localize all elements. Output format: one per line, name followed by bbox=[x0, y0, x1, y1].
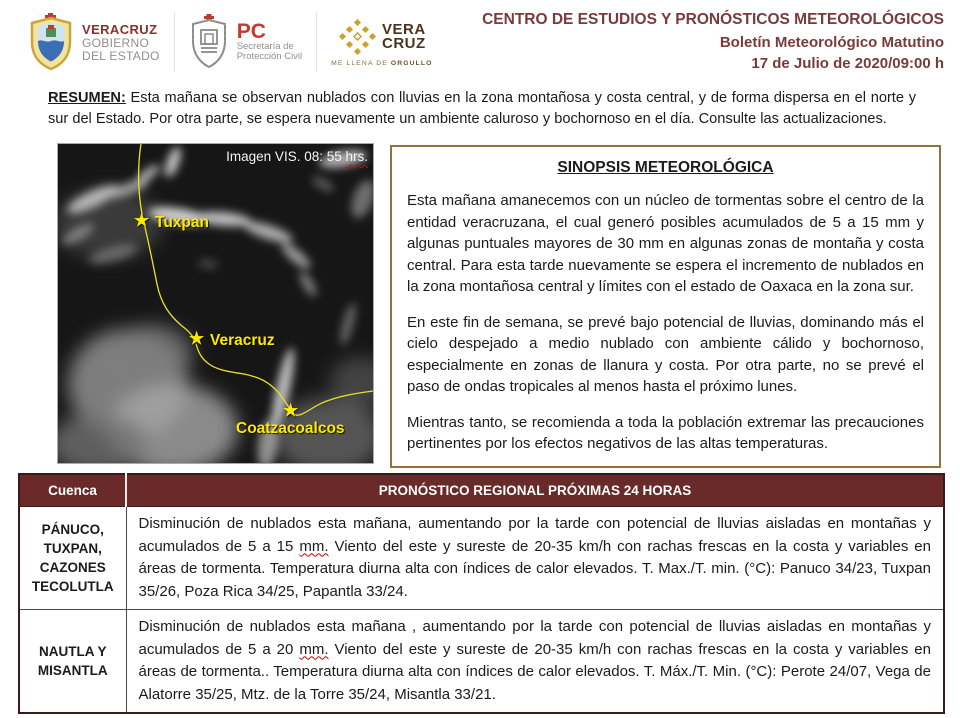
veracruz-gov-line2: DEL ESTADO bbox=[82, 48, 160, 63]
forecast-text: Disminución de nublados esta mañana , aumentando por la tarde con potencial de lluvias aisladas en montañas y acumulados de 5 a 20 bbox=[138, 618, 931, 658]
forecast-table-header-row bbox=[19, 474, 944, 507]
forecast-misspelled-word: mm. bbox=[299, 640, 329, 658]
column-header-cuenca: Cuenca bbox=[19, 474, 126, 507]
resumen-text: Esta mañana se observan nublados con lluvias en la zona montañosa y costa central, y de forma dispersa en el norte y sur del Estado. Por otra parte, se espera nuevamente un ambiente caluroso y bochornoso en el día. Consulte las actualizaciones. bbox=[48, 90, 916, 127]
forecast-text: Viento del este y sureste de 20-35 km/h con rachas frescas en la costa y variables en áreas de tormenta.. Temperatura diurna alta con índices de calor elevados. T. Máx./T. Min. (°C): Perote 24/07, Vega de Alatorre 35/25, Mtz. de la Torre 35/24, Misantla 33/21. bbox=[138, 640, 931, 703]
pc-line1: Secretaría de bbox=[236, 40, 294, 52]
coatzacoalcos-label: Coatzacoalcos bbox=[236, 420, 345, 437]
veracruz-gov-logo bbox=[28, 13, 160, 71]
pc-abbreviation: PC bbox=[236, 19, 266, 43]
veracruz-gov-text bbox=[82, 22, 160, 63]
sinopsis-paragraph-1: Esta mañana amanecemos con un núcleo de tormentas sobre el centro de la entidad veracruzana, el cual generó posibles acumulados de 5 a 15 mm y algunas puntuales mayores de 30 mm en algunas zonas de montaña y costa central. Para esta tarde nuevamente se espera el incremento de nublados en la zona montañosa central y límites con el estado de Oaxaca en la zona sur. bbox=[407, 192, 924, 295]
logo-divider bbox=[316, 12, 317, 72]
forecast-cell-nautla bbox=[126, 610, 944, 714]
veracruz-brand-wordmark bbox=[382, 23, 426, 50]
logo-divider bbox=[174, 12, 175, 72]
pc-line2: Protección Civil bbox=[236, 51, 303, 62]
proteccion-civil-shield-icon bbox=[189, 14, 229, 70]
veracruz-brand-pattern-icon bbox=[338, 18, 376, 56]
satellite-caption-text: Imagen VIS. 08: 55 bbox=[226, 149, 346, 164]
veracruz-star-icon: ★ bbox=[189, 329, 205, 348]
cuenca-cell-nautla: NAUTLA Y MISANTLA bbox=[19, 610, 126, 714]
satellite-caption-hrs: hrs. bbox=[345, 149, 368, 164]
veracruz-coat-of-arms-icon bbox=[28, 13, 74, 71]
veracruz-brand-logo bbox=[331, 18, 432, 67]
sinopsis-title: SINOPSIS METEOROLÓGICA bbox=[557, 159, 774, 176]
forecast-misspelled-word: mm. bbox=[299, 537, 329, 555]
veracruz-gov-title: VERACRUZ bbox=[82, 21, 158, 37]
satellite-caption bbox=[226, 149, 368, 164]
bulletin-datetime: 17 de Julio de 2020/09:00 h bbox=[751, 55, 944, 72]
forecast-table bbox=[18, 473, 945, 714]
satellite-image-panel bbox=[57, 143, 374, 464]
table-row bbox=[19, 610, 944, 714]
resumen-label: RESUMEN: bbox=[48, 90, 126, 106]
cuenca-cell-panuco: PÁNUCO, TUXPAN, CAZONES TECOLUTLA bbox=[19, 507, 126, 610]
proteccion-civil-logo bbox=[189, 14, 302, 70]
tuxpan-star-icon: ★ bbox=[134, 211, 150, 230]
table-row bbox=[19, 507, 944, 610]
resumen-paragraph bbox=[48, 88, 916, 129]
satellite-clouds-graphic bbox=[58, 144, 373, 463]
brand-tagline bbox=[331, 60, 432, 67]
forecast-cell-panuco bbox=[126, 507, 944, 610]
forecast-text: Viento del este y sureste de 20-35 km/h con rachas frescas en la costa y variables en áreas de tormenta. Temperatura diurna alta con índices de calor elevados. T. Max./T. min. (°C): Panuco 34/23, Tuxpan 35/26, Poza Rica 34/25, Papantla 33/24. bbox=[138, 537, 931, 600]
coatzacoalcos-star-icon: ★ bbox=[283, 401, 299, 420]
brand-word-vera: VERA bbox=[381, 21, 426, 38]
brand-word-cruz: CRUZ bbox=[381, 34, 426, 52]
proteccion-civil-text bbox=[236, 19, 303, 63]
center-name: CENTRO DE ESTUDIOS Y PRONÓSTICOS METEOROLÓGICOS bbox=[482, 11, 944, 28]
sinopsis-paragraph-3: Mientras tanto, se recomienda a toda la población extremar las precauciones pertinentes por los efectos negativos de las altas temperaturas. bbox=[407, 413, 924, 452]
bulletin-header-title bbox=[482, 11, 944, 72]
veracruz-gov-line1: GOBIERNO bbox=[82, 35, 150, 50]
header-logos bbox=[28, 6, 433, 78]
veracruz-label: Veracruz bbox=[210, 332, 275, 349]
bulletin-name: Boletín Meteorológico Matutino bbox=[719, 34, 944, 51]
brand-tagline-pre: ME LLENA DE bbox=[331, 59, 391, 67]
sinopsis-box bbox=[390, 145, 941, 468]
sinopsis-paragraph-2: En este fin de semana, se prevé bajo potencial de lluvias, dominando más el cielo despejado a medio nublado con ambiente cálido y bochornoso, especialmente en zonas de llanura y costa. Por otra parte, no se prevé el paso de ondas tropicales al menos hasta el próximo lunes. bbox=[407, 313, 924, 395]
tuxpan-label: Tuxpan bbox=[155, 214, 209, 231]
column-header-pronostico: PRONÓSTICO REGIONAL PRÓXIMAS 24 HORAS bbox=[126, 474, 944, 507]
forecast-text: Disminución de nublados esta mañana, aumentando por la tarde con potencial de lluvias aisladas en montañas y acumulados de 5 a 15 bbox=[138, 515, 931, 555]
brand-tagline-bold: ORGULLO bbox=[390, 59, 433, 67]
